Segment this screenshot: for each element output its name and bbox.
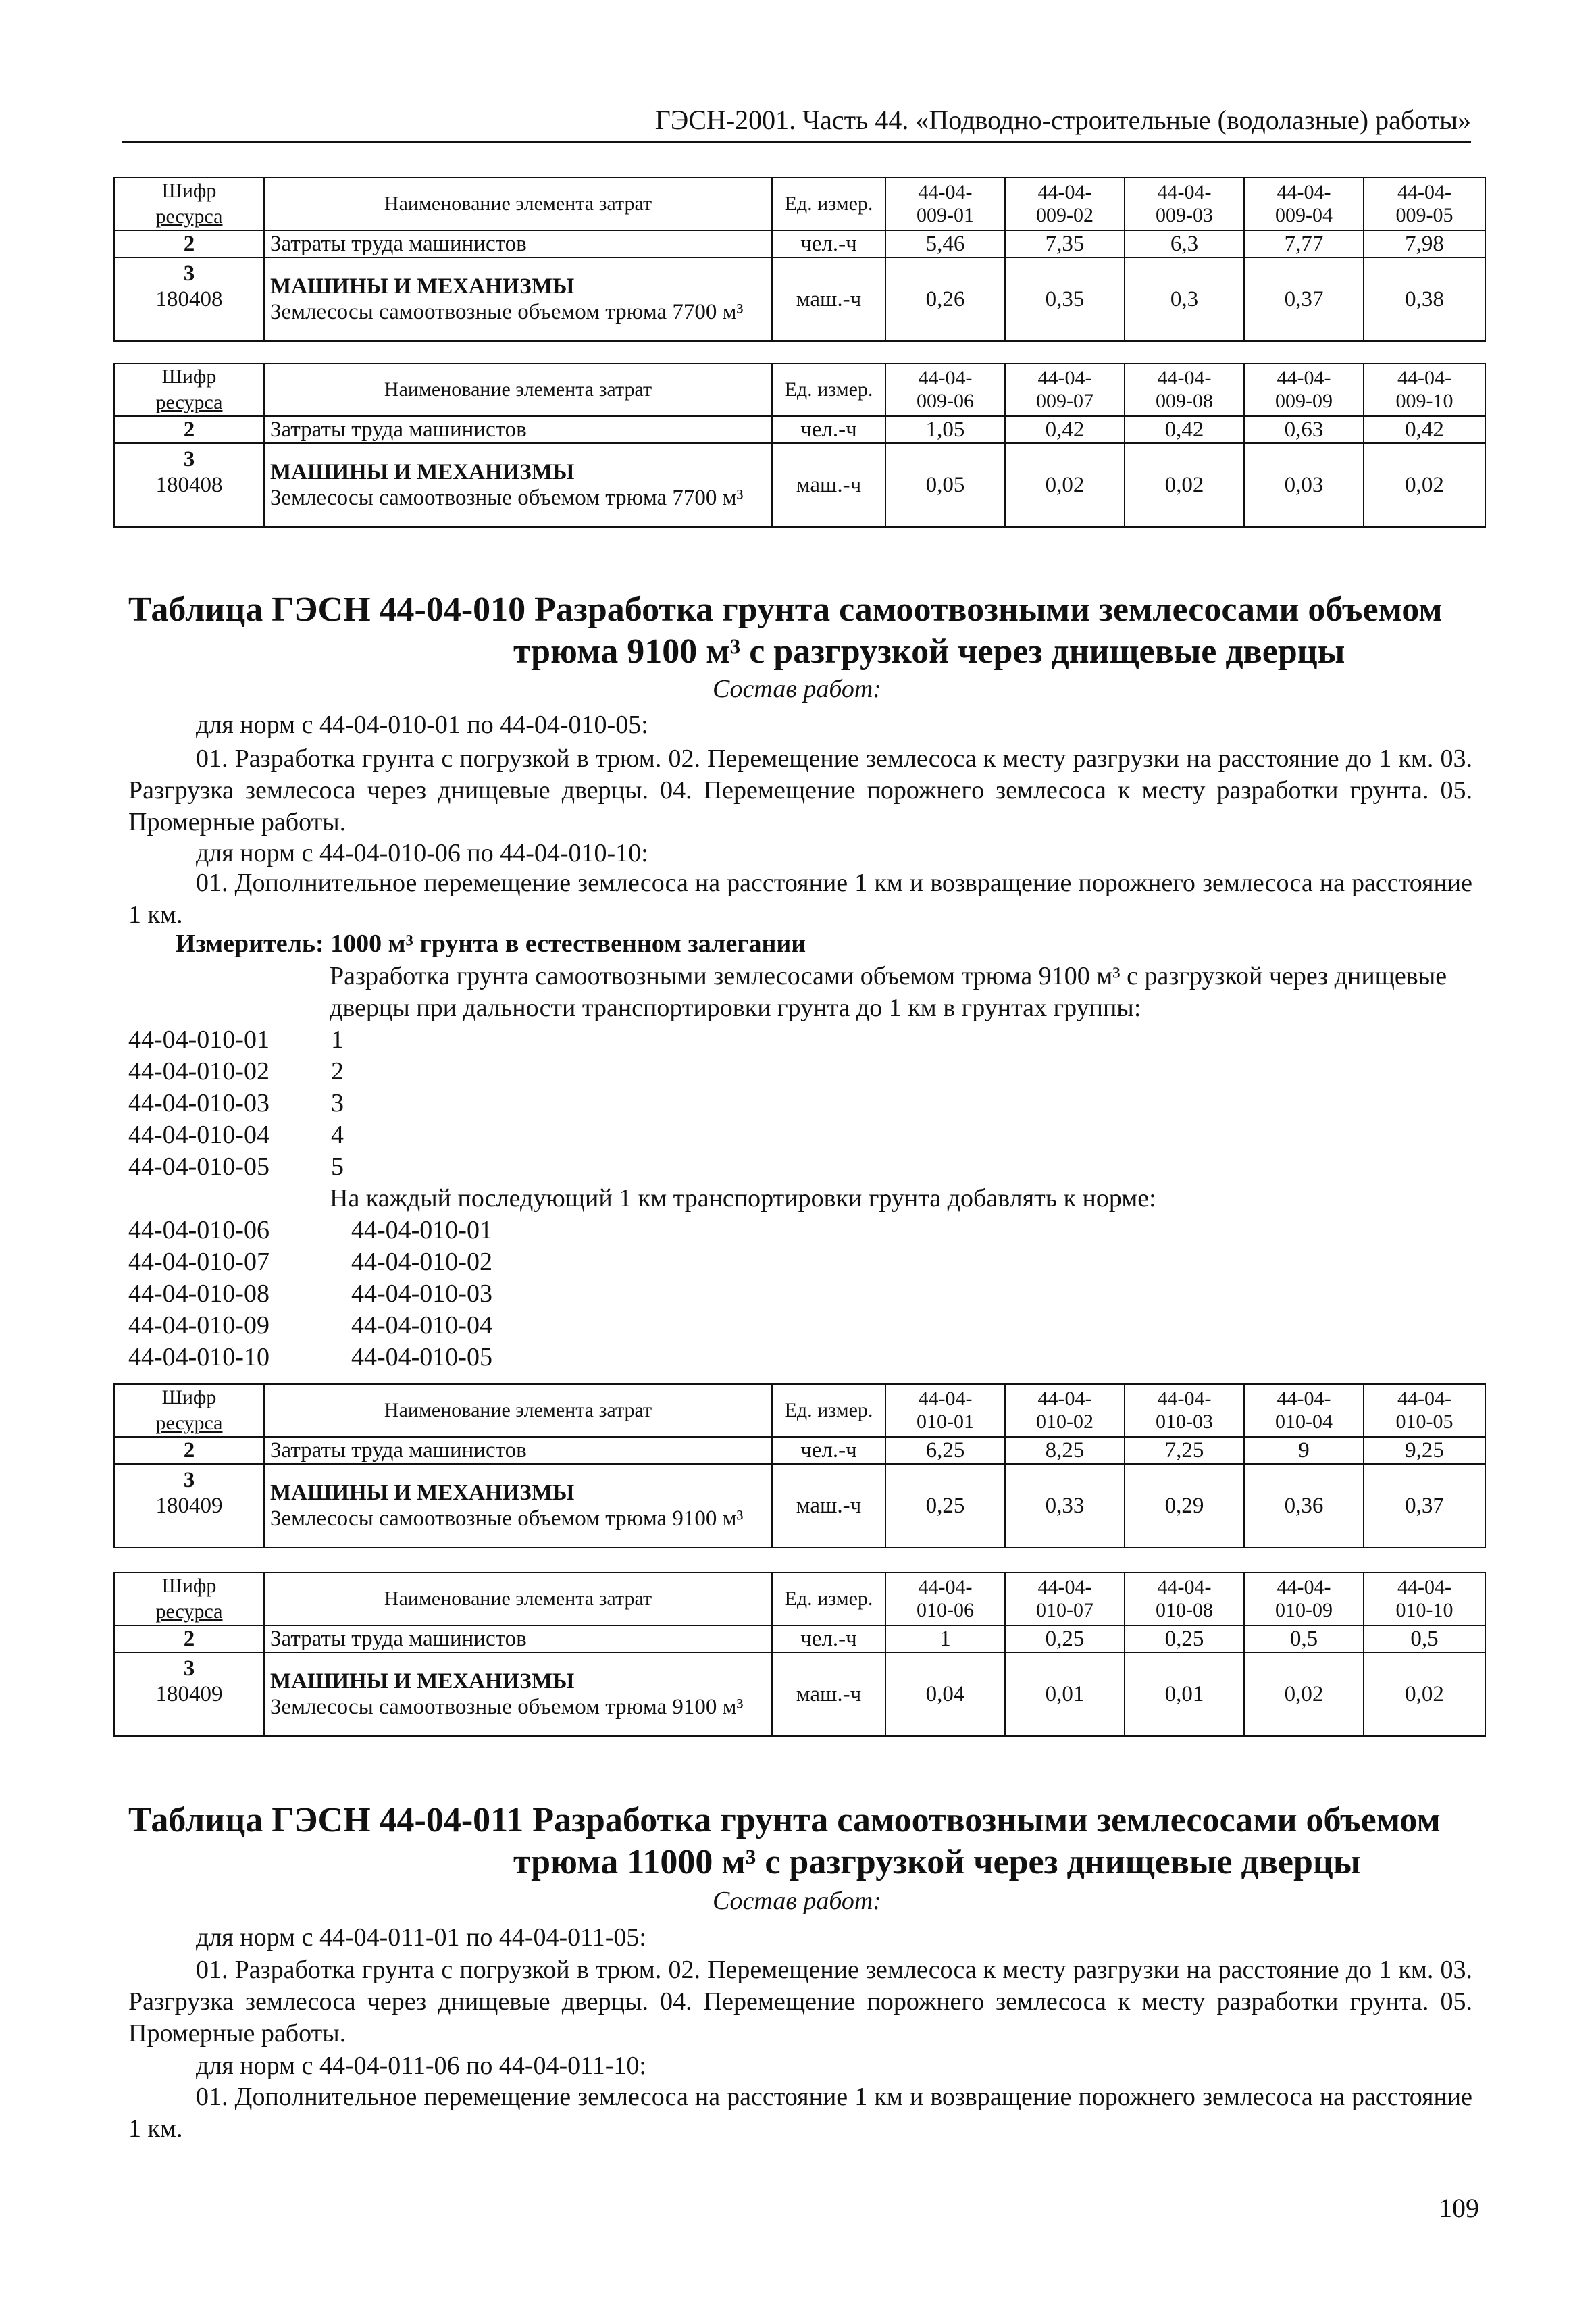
additional-code-list — [128, 1215, 492, 1373]
element-name-header: Наименование элемента затрат — [264, 363, 772, 416]
row-unit: маш.-ч — [772, 443, 885, 527]
list-item: 44-04-010-08 44-04-010-03 — [128, 1279, 492, 1308]
row-unit: маш.-ч — [772, 1652, 885, 1736]
work-composition-label: Состав работ: — [712, 1887, 882, 1915]
norms-range-2: для норм с 44-04-010-06 по 44-04-010-10: — [196, 839, 648, 867]
page-number: 109 — [1439, 2193, 1479, 2223]
row-value: 9,25 — [1364, 1437, 1485, 1464]
list-item: 44-04-010-01 1 — [128, 1025, 344, 1054]
additional-km-description: На каждый последующий 1 км транспортировки грунта добавлять к норме: — [330, 1184, 1156, 1213]
row-value: 0,37 — [1244, 257, 1364, 341]
row-name: МАШИНЫ И МЕХАНИЗМЫ Землесосы самоотвозные объемом трюма 7700 м³ — [264, 257, 772, 341]
machines-row — [114, 443, 1485, 527]
row-value: 0,29 — [1125, 1464, 1244, 1548]
row-value: 0,42 — [1364, 416, 1485, 443]
unit-header: Ед. измер. — [772, 363, 885, 416]
labor-row — [114, 1625, 1485, 1652]
row-value: 0,02 — [1244, 1652, 1364, 1736]
row-unit: чел.-ч — [772, 1625, 885, 1652]
labor-row — [114, 230, 1485, 257]
list-item: 44-04-010-03 3 — [128, 1089, 344, 1117]
norm-table-009-b — [113, 363, 1486, 528]
resource-code-header: Шифр ресурса — [114, 1384, 264, 1437]
norm-code-header: 44-04- 010-04 — [1244, 1384, 1364, 1437]
row-value: 0,38 — [1364, 257, 1485, 341]
group-description: Разработка грунта самоотвозными землесосами объемом трюма 9100 м³ с разгрузкой через днищевые дверцы при дальности транспортировки грунта до 1 км в грунтах группы: — [330, 962, 1447, 1022]
operations-1: 01. Разработка грунта с погрузкой в трюм. 02. Перемещение землесоса к месту разгрузки на расстояние до 1 км. 03. Разгрузка землесоса через днищевые дверцы. 04. Перемещение порожнего землесоса к месту разработки грунта. 05. Промерные работы. — [128, 1956, 1472, 2048]
row-value: 0,5 — [1244, 1625, 1364, 1652]
row-value: 0,01 — [1005, 1652, 1125, 1736]
row-value: 5,46 — [885, 230, 1005, 257]
row-value: 1,05 — [885, 416, 1005, 443]
machines-row — [114, 1652, 1485, 1736]
row-unit: маш.-ч — [772, 1464, 885, 1548]
row-number: 3 180409 — [114, 1652, 264, 1736]
norm-code-header: 44-04- 010-08 — [1125, 1573, 1244, 1625]
norm-table-009-a — [113, 177, 1486, 342]
row-name: Затраты труда машинистов — [264, 416, 772, 443]
row-value: 1 — [885, 1625, 1005, 1652]
list-item: 44-04-010-04 4 — [128, 1121, 344, 1149]
work-composition-label: Состав работ: — [712, 675, 882, 703]
row-unit: чел.-ч — [772, 230, 885, 257]
operations-2: 01. Дополнительное перемещение землесоса на расстояние 1 км и возвращение порожнего землесоса на расстояние 1 км. — [128, 2083, 1472, 2143]
labor-row — [114, 1437, 1485, 1464]
list-item: 44-04-010-10 44-04-010-05 — [128, 1343, 492, 1371]
list-item: 44-04-010-05 5 — [128, 1152, 344, 1181]
row-name: Затраты труда машинистов — [264, 1625, 772, 1652]
row-number: 2 — [114, 416, 264, 443]
labor-row — [114, 416, 1485, 443]
row-number: 2 — [114, 230, 264, 257]
table-header-row — [114, 363, 1485, 416]
row-value: 9 — [1244, 1437, 1364, 1464]
row-value: 0,02 — [1005, 443, 1125, 527]
element-name-header: Наименование элемента затрат — [264, 178, 772, 230]
row-value: 0,05 — [885, 443, 1005, 527]
norms-range-2: для норм с 44-04-011-06 по 44-04-011-10: — [196, 2052, 646, 2080]
norm-table-010-b — [113, 1572, 1486, 1737]
element-name-header: Наименование элемента затрат — [264, 1573, 772, 1625]
row-value: 7,77 — [1244, 230, 1364, 257]
running-header: ГЭСН-2001. Часть 44. «Подводно-строительные (водолазные) работы» — [122, 100, 1471, 143]
norm-code-header: 44-04- 010-06 — [885, 1573, 1005, 1625]
table-header-row — [114, 178, 1485, 230]
row-value: 0,35 — [1005, 257, 1125, 341]
norm-code-header: 44-04- 009-04 — [1244, 178, 1364, 230]
row-name: МАШИНЫ И МЕХАНИЗМЫ Землесосы самоотвозные объемом трюма 9100 м³ — [264, 1652, 772, 1736]
row-value: 0,37 — [1364, 1464, 1485, 1548]
row-value: 0,02 — [1364, 443, 1485, 527]
norm-code-header: 44-04- 009-01 — [885, 178, 1005, 230]
row-value: 0,01 — [1125, 1652, 1244, 1736]
row-value: 0,25 — [1125, 1625, 1244, 1652]
row-value: 0,42 — [1125, 416, 1244, 443]
row-value: 7,98 — [1364, 230, 1485, 257]
row-value: 0,33 — [1005, 1464, 1125, 1548]
list-item: 44-04-010-02 2 — [128, 1057, 344, 1086]
row-value: 0,3 — [1125, 257, 1244, 341]
row-value: 7,25 — [1125, 1437, 1244, 1464]
norms-range-1: для норм с 44-04-011-01 по 44-04-011-05: — [196, 1923, 646, 1952]
row-value: 0,36 — [1244, 1464, 1364, 1548]
row-number: 3 180408 — [114, 257, 264, 341]
row-value: 0,42 — [1005, 416, 1125, 443]
norm-code-header: 44-04- 010-01 — [885, 1384, 1005, 1437]
list-item: 44-04-010-07 44-04-010-02 — [128, 1248, 492, 1276]
list-item: 44-04-010-09 44-04-010-04 — [128, 1311, 492, 1340]
resource-code-header: Шифр ресурса — [114, 178, 264, 230]
norm-code-header: 44-04- 009-07 — [1005, 363, 1125, 416]
row-value: 0,25 — [885, 1464, 1005, 1548]
norm-code-header: 44-04- 009-06 — [885, 363, 1005, 416]
row-unit: чел.-ч — [772, 1437, 885, 1464]
measure-unit: Измеритель: 1000 м³ грунта в естественном залегании — [176, 930, 806, 958]
row-value: 8,25 — [1005, 1437, 1125, 1464]
unit-header: Ед. измер. — [772, 178, 885, 230]
resource-code-header: Шифр ресурса — [114, 363, 264, 416]
operations-1: 01. Разработка грунта с погрузкой в трюм. 02. Перемещение землесоса к месту разгрузки на расстояние до 1 км. 03. Разгрузка землесоса через днищевые дверцы. 04. Перемещение порожнего землесоса к месту разработки грунта. 05. Промерные работы. — [128, 744, 1472, 836]
norm-code-header: 44-04- 009-09 — [1244, 363, 1364, 416]
norm-code-header: 44-04- 010-05 — [1364, 1384, 1485, 1437]
section-title-011: Таблица ГЭСН 44-04-011 Разработка грунта самоотвозными землесосами объемом трюма 11000 м³ с разгрузкой через днищевые дверцы — [128, 1801, 1441, 1881]
list-item: 44-04-010-06 44-04-010-01 — [128, 1216, 492, 1244]
row-value: 0,63 — [1244, 416, 1364, 443]
row-value: 7,35 — [1005, 230, 1125, 257]
row-value: 6,3 — [1125, 230, 1244, 257]
row-value: 0,03 — [1244, 443, 1364, 527]
norm-code-header: 44-04- 010-09 — [1244, 1573, 1364, 1625]
norm-code-header: 44-04- 010-07 — [1005, 1573, 1125, 1625]
norm-code-header: 44-04- 010-10 — [1364, 1573, 1485, 1625]
table-header-row — [114, 1573, 1485, 1625]
table-header-row — [114, 1384, 1485, 1437]
row-number: 3 180408 — [114, 443, 264, 527]
row-value: 0,02 — [1364, 1652, 1485, 1736]
resource-code-header: Шифр ресурса — [114, 1573, 264, 1625]
row-name: Затраты труда машинистов — [264, 230, 772, 257]
row-name: МАШИНЫ И МЕХАНИЗМЫ Землесосы самоотвозные объемом трюма 9100 м³ — [264, 1464, 772, 1548]
unit-header: Ед. измер. — [772, 1384, 885, 1437]
norms-range-1: для норм с 44-04-010-01 по 44-04-010-05: — [196, 711, 648, 739]
row-value: 0,5 — [1364, 1625, 1485, 1652]
row-number: 3 180409 — [114, 1464, 264, 1548]
row-unit: чел.-ч — [772, 416, 885, 443]
machines-row — [114, 257, 1485, 341]
norm-code-header: 44-04- 009-10 — [1364, 363, 1485, 416]
section-title-010: Таблица ГЭСН 44-04-010 Разработка грунта самоотвозными землесосами объемом трюма 9100 м³ с разгрузкой через днищевые дверцы — [128, 590, 1443, 671]
row-unit: маш.-ч — [772, 257, 885, 341]
group-code-list — [128, 1024, 344, 1183]
row-number: 2 — [114, 1625, 264, 1652]
norm-code-header: 44-04- 009-03 — [1125, 178, 1244, 230]
norm-code-header: 44-04- 010-02 — [1005, 1384, 1125, 1437]
norm-code-header: 44-04- 009-02 — [1005, 178, 1125, 230]
row-value: 0,25 — [1005, 1625, 1125, 1652]
norm-code-header: 44-04- 009-05 — [1364, 178, 1485, 230]
row-value: 6,25 — [885, 1437, 1005, 1464]
element-name-header: Наименование элемента затрат — [264, 1384, 772, 1437]
norm-code-header: 44-04- 010-03 — [1125, 1384, 1244, 1437]
row-value: 0,02 — [1125, 443, 1244, 527]
norm-table-010-a — [113, 1383, 1486, 1548]
row-name: МАШИНЫ И МЕХАНИЗМЫ Землесосы самоотвозные объемом трюма 7700 м³ — [264, 443, 772, 527]
row-number: 2 — [114, 1437, 264, 1464]
norm-code-header: 44-04- 009-08 — [1125, 363, 1244, 416]
row-name: Затраты труда машинистов — [264, 1437, 772, 1464]
machines-row — [114, 1464, 1485, 1548]
unit-header: Ед. измер. — [772, 1573, 885, 1625]
row-value: 0,26 — [885, 257, 1005, 341]
row-value: 0,04 — [885, 1652, 1005, 1736]
operations-2: 01. Дополнительное перемещение землесоса на расстояние 1 км и возвращение порожнего землесоса на расстояние 1 км. — [128, 869, 1472, 929]
